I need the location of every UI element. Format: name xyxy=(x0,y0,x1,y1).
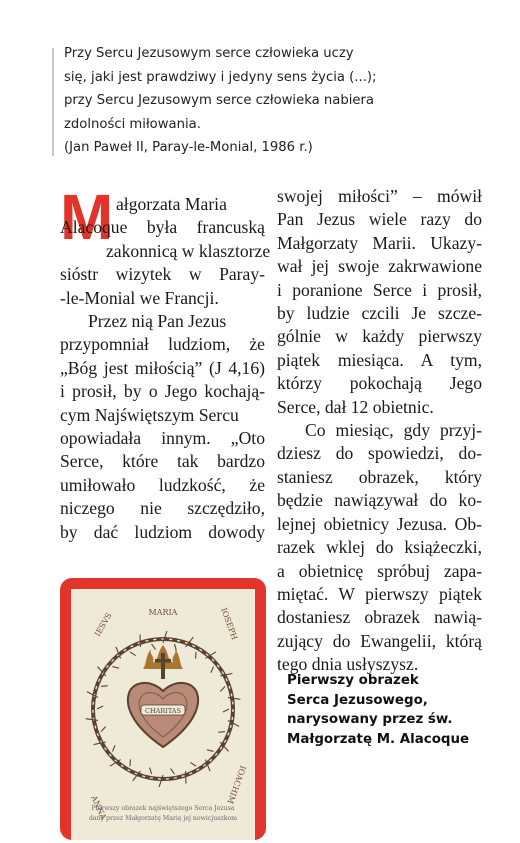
text-line: Co miesiąc, gdy przyj- xyxy=(305,420,482,441)
text-line: gólnie w każdy pierwszy xyxy=(277,326,482,347)
text-line: będzie nawiązywał do ko- xyxy=(277,490,482,511)
thorn xyxy=(112,745,115,751)
thorn xyxy=(190,762,196,766)
text-line: i prosił, by o Jego kochają- xyxy=(60,381,265,402)
text-line: by dać ludziom dowody xyxy=(60,521,265,542)
thorn xyxy=(207,750,214,752)
text-line: razek wklej do książeczki, xyxy=(277,537,482,558)
text-line: którzy pokochają Jego xyxy=(277,373,482,394)
caption-line: narysowany przez św. xyxy=(287,712,453,727)
quote-rule xyxy=(52,48,54,156)
sacred-heart-drawing xyxy=(71,589,255,840)
text-line: tego dnia usłyszysz. xyxy=(277,654,419,675)
text-line: Serce, które tak bardzo xyxy=(60,451,265,472)
label-iesvs: IESVS xyxy=(92,611,114,638)
sacred-heart-card xyxy=(60,578,266,840)
thorn xyxy=(112,667,119,669)
text-line: cym Najświętszym Sercu xyxy=(60,404,239,425)
text-line: Przez nią Pan Jezus xyxy=(88,311,227,332)
text-line: staniesz obrazek, który xyxy=(277,466,482,487)
text-line: umiłowało ludzkość, że xyxy=(60,474,265,495)
caption-line: Serca Jezusowego, xyxy=(287,692,428,708)
quote-line: zdolności miłowania. xyxy=(64,116,201,132)
text-line: lejnej obietnicy Jezusa. Ob- xyxy=(277,513,482,534)
text-line: miętać. W pierwszy piątek xyxy=(277,583,482,604)
label-ioachim: IOACHIM xyxy=(225,764,248,805)
thorn xyxy=(97,706,103,709)
text-line: opowiadała innym. „Oto xyxy=(60,428,265,449)
text-line: zujący do Ewangelii, którą xyxy=(277,630,482,651)
text-line: sióstr wizytek w Paray- xyxy=(60,264,265,285)
text-line: -le-Monial we Francji. xyxy=(60,287,219,308)
label-ioseph: IOSEPH xyxy=(219,606,240,642)
quote-block xyxy=(64,42,504,160)
text-line: Małgorzaty Marii. Ukazy- xyxy=(277,232,482,253)
caption-line: Pierwszy obrazek xyxy=(287,673,419,688)
thorn xyxy=(174,644,176,651)
thorn xyxy=(152,644,156,649)
text-line: niczego nie szczędziło, xyxy=(60,498,265,519)
quote-line: Przy Sercu Jezusowym serce człowieka uczy xyxy=(64,46,354,61)
article-column-right xyxy=(277,185,482,677)
thorn xyxy=(223,709,229,712)
text-line: ałgorzata Maria xyxy=(116,194,227,214)
thorn xyxy=(211,667,214,673)
thorn xyxy=(130,652,136,656)
drop-cap: M xyxy=(60,181,114,253)
thorn xyxy=(170,769,174,774)
thorn xyxy=(101,686,108,687)
thorn xyxy=(220,686,225,691)
thorn xyxy=(150,767,152,774)
text-line: „Bóg jest miłością” (J 4,16) xyxy=(60,357,265,378)
text-line: by ludzie czcili Je szcze- xyxy=(277,303,482,324)
image-caption xyxy=(287,671,507,749)
thorn xyxy=(218,732,225,733)
text-line: dziesz do spowiedzi, do- xyxy=(277,443,482,464)
text-line: a obietnicę spróbuj zapa- xyxy=(277,560,482,581)
quote-line: się, jaki jest prawdziwy i jedyny sens życia (...); xyxy=(64,69,377,85)
caption-line: Małgorzatę M. Alacoque xyxy=(287,731,470,747)
text-line: zakonnicą w klasztorze xyxy=(106,240,271,261)
text-line: Pan Jezus wiele razy do xyxy=(277,209,482,230)
text-line: wał jej swoje zakrwawione xyxy=(277,256,482,277)
label-anna: ANNA xyxy=(89,794,109,822)
article-column-left xyxy=(60,193,271,544)
text-line: i poranione Serce i prosił, xyxy=(277,279,482,300)
text-line: piątek miesiąca. A tym, xyxy=(277,349,482,370)
card-caption-line: dany przez Małgorzatę Marię jej nowicjuszkom xyxy=(88,815,238,822)
thorn xyxy=(101,727,106,732)
label-maria: MARIA xyxy=(148,608,178,617)
card-caption-line: Pierwszy obrazek najświętszego Serca Jezusa xyxy=(91,805,235,812)
text-line: Alacoque była francuską xyxy=(60,217,265,238)
label-charitas: CHARITAS xyxy=(145,707,181,715)
quote-attribution: (Jan Paweł II, Paray-le-Monial, 1986 r.) xyxy=(64,140,313,155)
sacred-heart-image xyxy=(71,589,255,840)
quote-line: przy Sercu Jezusowym serce człowieka nabiera xyxy=(64,93,374,108)
text-line: przypomniał ludziom, że xyxy=(60,334,265,355)
text-line: swojej miłości” – mówił xyxy=(277,186,482,206)
cross-icon xyxy=(161,653,165,679)
text-line: Serce, dał 12 obietnic. xyxy=(277,396,434,417)
text-line: dostaniesz obrazek nawią- xyxy=(277,607,482,628)
